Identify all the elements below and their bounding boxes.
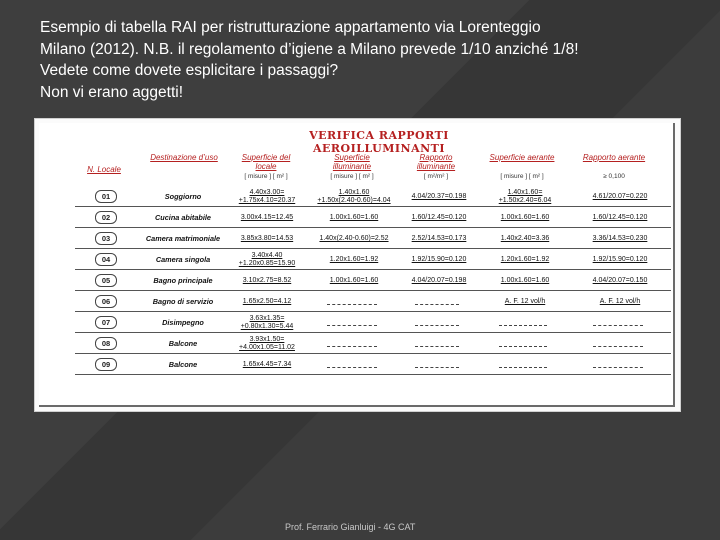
table-sheet — [39, 123, 675, 407]
cell-dest: Bagno principale — [153, 276, 213, 285]
cell-sup-locale: 3.40x4.40 +1.20x0.85=15.90 — [238, 252, 296, 267]
cell-sup-locale: 4.40x3.00= +1.75x4.10=20.37 — [238, 189, 296, 204]
cell-rapp-ill: 4.04/20.07=0.198 — [411, 277, 467, 284]
header-rapp-illuminante: Rapporto illuminante — [416, 153, 456, 171]
table-row — [39, 186, 675, 207]
empty-cell-dash — [593, 367, 643, 368]
cell-rapp-ill: 4.04/20.37=0.198 — [411, 193, 467, 200]
cell-rapp-ill: 1.92/15.90=0.120 — [411, 256, 467, 263]
cell-rapp-aer: 3.36/14.53=0.230 — [592, 235, 648, 242]
empty-cell-dash — [327, 325, 377, 326]
table-row — [39, 207, 675, 228]
empty-cell-dash — [499, 367, 547, 368]
table-image — [34, 118, 681, 412]
cell-sup-ill: 1.00x1.60=1.60 — [329, 277, 379, 284]
cell-sup-aer: A. F. 12 vol/h — [504, 298, 546, 305]
cell-sup-aer: 1.40x1.60= +1.50x2.40=6.04 — [498, 189, 552, 204]
empty-cell-dash — [415, 304, 459, 305]
title-line-4: Non vi erano aggetti! — [40, 83, 184, 101]
room-number: 02 — [95, 211, 117, 224]
room-number: 01 — [95, 190, 117, 203]
slide-title — [40, 17, 710, 103]
room-number: 09 — [95, 358, 117, 371]
units-rapp-illuminante: [ m²/m² ] — [423, 173, 449, 180]
room-number: 04 — [95, 253, 117, 266]
room-number: 03 — [95, 232, 117, 245]
title-line-2: Milano (2012). N.B. il regolamento d’igiene a Milano prevede 1/10 anziché 1/8! — [40, 40, 579, 58]
empty-cell-dash — [593, 325, 643, 326]
cell-sup-ill: 1.40x(2.40-0.60)=2.52 — [319, 235, 389, 242]
cell-sup-locale: 3.93x1.50= +4.00x1.05=11.02 — [239, 336, 295, 351]
table-row — [39, 291, 675, 312]
cell-sup-ill: 1.00x1.60=1.60 — [329, 214, 379, 221]
cell-sup-aer: 1.40x2.40=3.36 — [500, 235, 550, 242]
cell-sup-locale: 3.85x3.80=14.53 — [240, 235, 294, 242]
header-destinazione: Destinazione d’uso — [150, 153, 218, 162]
room-number: 08 — [95, 337, 117, 350]
cell-dest: Cucina abitabile — [155, 213, 211, 222]
table-row — [39, 354, 675, 375]
cell-dest: Balcone — [168, 360, 198, 369]
cell-rapp-ill: 1.60/12.45=0.120 — [411, 214, 467, 221]
units-rapp-aerante: ≥ 0,100 — [603, 173, 625, 180]
cell-dest: Balcone — [168, 339, 198, 348]
room-number: 07 — [95, 316, 117, 329]
units-sup-aerante: [ misure ] [ m² ] — [500, 173, 544, 180]
empty-cell-dash — [499, 346, 547, 347]
cell-sup-ill: 1.40x1.60 +1.50x(2.40-0.60)=4.04 — [317, 189, 391, 204]
header-sup-locale: Superficie del locale — [241, 153, 291, 171]
table-row — [39, 270, 675, 291]
empty-cell-dash — [327, 304, 377, 305]
cell-sup-locale: 1.65x4.45=7.34 — [242, 361, 292, 368]
cell-rapp-aer: 4.61/20.07=0.220 — [592, 193, 648, 200]
row-divider — [75, 374, 671, 375]
header-rapp-aerante: Rapporto aerante — [582, 153, 646, 162]
cell-sup-aer: 1.20x1.60=1.92 — [500, 256, 550, 263]
units-sup-locale: [ misure ] [ m² ] — [244, 173, 288, 180]
cell-dest: Camera matrimoniale — [145, 234, 221, 243]
cell-sup-locale: 1.65x2.50=4.12 — [242, 298, 292, 305]
slide-footer: Prof. Ferrario Gianluigi - 4G CAT — [285, 522, 416, 532]
cell-dest: Camera singola — [155, 255, 211, 264]
cell-sup-locale: 3.00x4.15=12.45 — [240, 214, 294, 221]
table-row — [39, 228, 675, 249]
cell-sup-locale: 3.10x2.75=8.52 — [242, 277, 292, 284]
cell-sup-locale: 3.63x1.35= +0.80x1.30=5.44 — [240, 315, 294, 330]
cell-sup-ill: 1.20x1.60=1.92 — [329, 256, 379, 263]
title-line-3: Vedete come dovete esplicitare i passaggi? — [40, 62, 339, 79]
room-number: 06 — [95, 295, 117, 308]
cell-dest: Bagno di servizio — [152, 297, 214, 306]
cell-dest: Disimpegno — [162, 318, 204, 327]
cell-sup-aer: 1.00x1.60=1.60 — [500, 277, 550, 284]
empty-cell-dash — [415, 346, 459, 347]
cell-rapp-aer: 1.92/15.90=0.120 — [592, 256, 648, 263]
cell-rapp-aer: 4.04/20.07=0.150 — [592, 277, 648, 284]
room-number: 05 — [95, 274, 117, 287]
title-line-1: Esempio di tabella RAI per ristrutturazione appartamento via Lorenteggio — [40, 19, 541, 36]
empty-cell-dash — [499, 325, 547, 326]
cell-dest: Soggiorno — [164, 192, 202, 201]
header-locale: N. Locale — [87, 165, 121, 174]
empty-cell-dash — [593, 346, 643, 347]
header-sup-aerante: Superficie aerante — [489, 153, 555, 162]
header-sup-illuminante: Superficie illuminante — [332, 153, 372, 171]
table-row — [39, 312, 675, 333]
cell-rapp-aer: 1.60/12.45=0.120 — [592, 214, 648, 221]
empty-cell-dash — [415, 367, 459, 368]
table-row — [39, 333, 675, 354]
cell-rapp-aer: A. F. 12 vol/h — [599, 298, 641, 305]
cell-rapp-ill: 2.52/14.53=0.173 — [411, 235, 467, 242]
table-row — [39, 249, 675, 270]
table-title: VERIFICA RAPPORTI AEROILLUMINANTI — [309, 129, 449, 155]
units-sup-illuminante: [ misure ] [ m² ] — [330, 173, 374, 180]
cell-sup-aer: 1.00x1.60=1.60 — [500, 214, 550, 221]
empty-cell-dash — [327, 367, 377, 368]
empty-cell-dash — [327, 346, 377, 347]
empty-cell-dash — [415, 325, 459, 326]
